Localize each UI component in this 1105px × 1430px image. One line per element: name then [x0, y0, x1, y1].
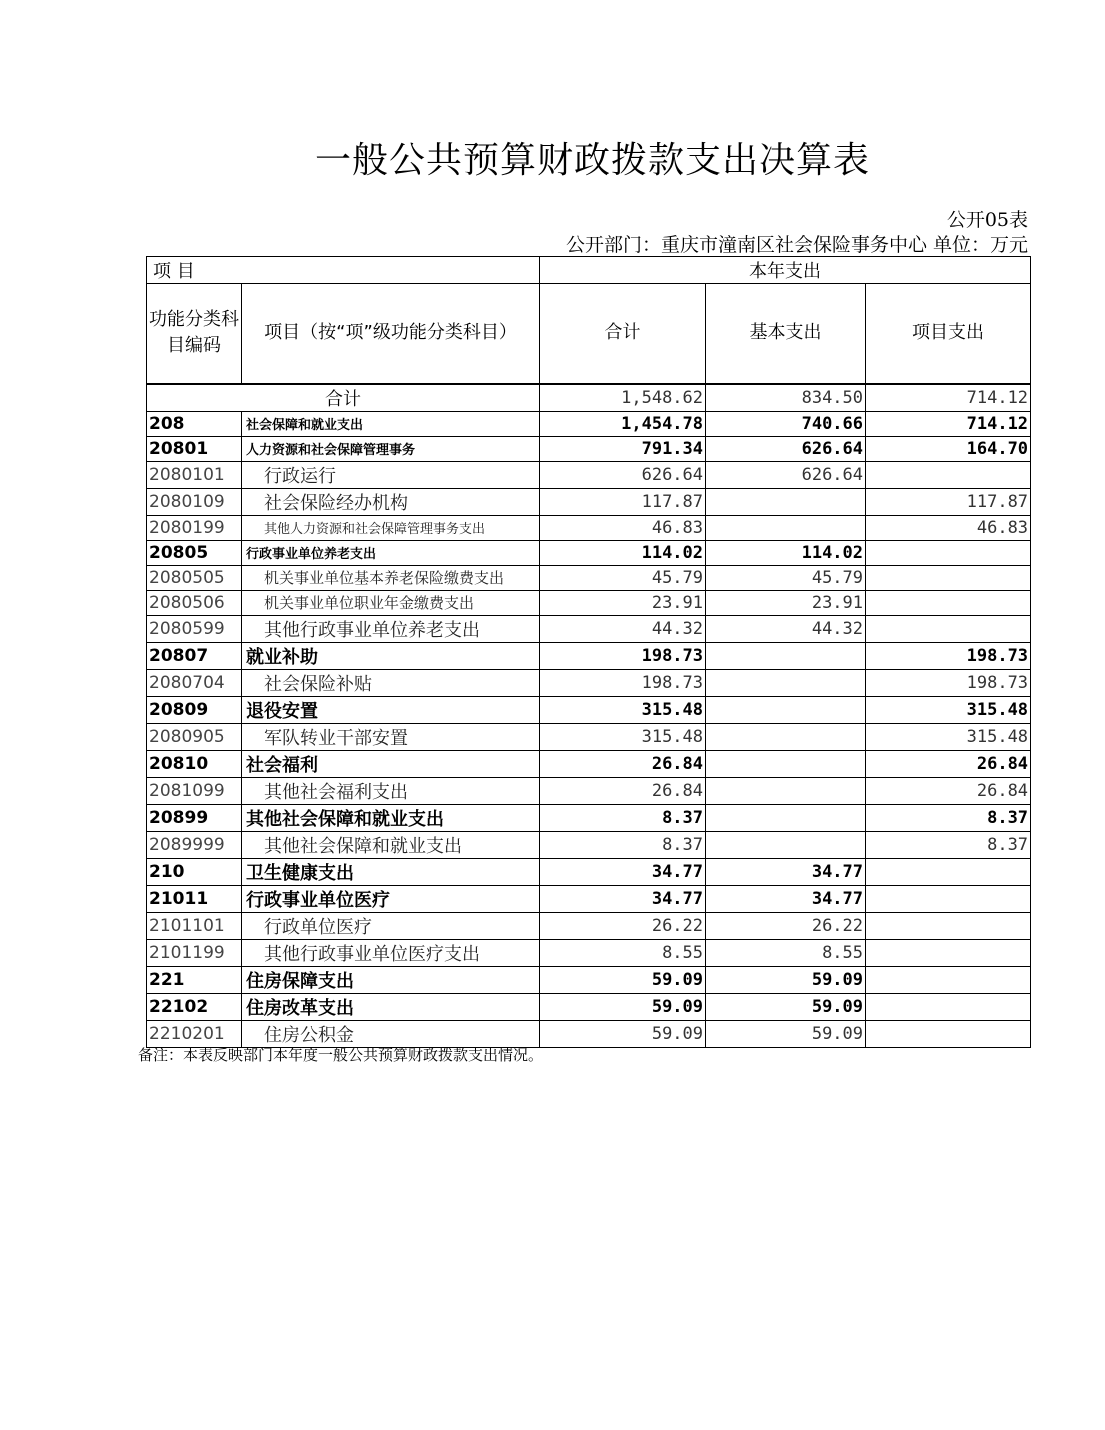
row-code: 20809 — [147, 696, 242, 723]
footnote: 备注：本表反映部门本年度一般公共预算财政拨款支出情况。 — [138, 1046, 544, 1064]
table-row — [147, 939, 1031, 966]
table-row — [147, 1020, 1031, 1047]
header-basic: 基本支出 — [706, 284, 866, 384]
table-row — [147, 590, 1031, 615]
row-code: 2081099 — [147, 777, 242, 804]
row-code: 2080506 — [147, 590, 242, 615]
row-project — [866, 912, 1031, 939]
table-row — [147, 669, 1031, 696]
row-basic — [706, 696, 866, 723]
row-total: 26.22 — [540, 912, 706, 939]
table-row — [147, 411, 1031, 436]
header-total: 合计 — [540, 284, 706, 384]
row-name: 其他人力资源和社会保障管理事务支出 — [242, 515, 540, 540]
row-project — [866, 939, 1031, 966]
row-basic: 114.02 — [706, 540, 866, 565]
row-total: 46.83 — [540, 515, 706, 540]
row-name: 就业补助 — [242, 642, 540, 669]
row-name: 行政事业单位养老支出 — [242, 540, 540, 565]
row-code: 2080199 — [147, 515, 242, 540]
row-name: 社会福利 — [242, 750, 540, 777]
table-row — [147, 831, 1031, 858]
row-total: 23.91 — [540, 590, 706, 615]
total-basic: 834.50 — [706, 384, 866, 412]
row-basic — [706, 831, 866, 858]
row-basic — [706, 777, 866, 804]
table-row — [147, 966, 1031, 993]
row-code: 2080599 — [147, 615, 242, 642]
row-total: 791.34 — [540, 436, 706, 461]
row-name: 卫生健康支出 — [242, 858, 540, 885]
row-total: 45.79 — [540, 565, 706, 590]
row-name: 其他社会福利支出 — [242, 777, 540, 804]
row-name: 行政事业单位医疗 — [242, 885, 540, 912]
table-row — [147, 912, 1031, 939]
row-total: 198.73 — [540, 669, 706, 696]
row-name: 行政运行 — [242, 461, 540, 488]
row-name: 社会保险补贴 — [242, 669, 540, 696]
row-project: 164.70 — [866, 436, 1031, 461]
row-basic: 626.64 — [706, 436, 866, 461]
row-code: 2080905 — [147, 723, 242, 750]
row-basic: 45.79 — [706, 565, 866, 590]
row-code: 210 — [147, 858, 242, 885]
row-basic: 740.66 — [706, 411, 866, 436]
row-total: 34.77 — [540, 885, 706, 912]
row-basic — [706, 515, 866, 540]
table-row — [147, 461, 1031, 488]
row-basic: 59.09 — [706, 993, 866, 1020]
page-title: 一般公共预算财政拨款支出决算表 — [314, 140, 870, 181]
row-basic: 26.22 — [706, 912, 866, 939]
row-total: 34.77 — [540, 858, 706, 885]
row-code: 2080704 — [147, 669, 242, 696]
row-code: 21011 — [147, 885, 242, 912]
row-name: 军队转业干部安置 — [242, 723, 540, 750]
table-row — [147, 750, 1031, 777]
row-total: 315.48 — [540, 696, 706, 723]
row-total: 8.37 — [540, 831, 706, 858]
row-total: 117.87 — [540, 488, 706, 515]
department-unit-line: 公开部门：重庆市潼南区社会保险事务中心 单位：万元 — [565, 234, 1028, 256]
row-basic: 44.32 — [706, 615, 866, 642]
row-project — [866, 966, 1031, 993]
row-total: 26.84 — [540, 750, 706, 777]
header-name: 项目（按“项”级功能分类科目） — [242, 284, 540, 384]
row-project — [866, 858, 1031, 885]
row-total: 26.84 — [540, 777, 706, 804]
row-code: 2089999 — [147, 831, 242, 858]
row-name: 社会保险经办机构 — [242, 488, 540, 515]
row-basic — [706, 750, 866, 777]
row-basic — [706, 723, 866, 750]
row-project: 8.37 — [866, 804, 1031, 831]
row-name: 行政单位医疗 — [242, 912, 540, 939]
form-number: 公开05表 — [946, 209, 1028, 231]
table-row — [147, 777, 1031, 804]
table-row — [147, 804, 1031, 831]
row-code: 2080101 — [147, 461, 242, 488]
total-total: 1,548.62 — [540, 384, 706, 412]
table-row — [147, 885, 1031, 912]
row-project — [866, 1020, 1031, 1047]
row-name: 其他行政事业单位养老支出 — [242, 615, 540, 642]
header-row-top — [147, 257, 1031, 284]
header-project: 项目支出 — [866, 284, 1031, 384]
table-row — [147, 488, 1031, 515]
row-code: 20899 — [147, 804, 242, 831]
row-code: 2080109 — [147, 488, 242, 515]
row-code: 2080505 — [147, 565, 242, 590]
row-name: 人力资源和社会保障管理事务 — [242, 436, 540, 461]
row-name: 其他社会保障和就业支出 — [242, 804, 540, 831]
row-project — [866, 590, 1031, 615]
table-row — [147, 436, 1031, 461]
row-total: 8.55 — [540, 939, 706, 966]
row-basic — [706, 804, 866, 831]
header-current-year: 本年支出 — [540, 257, 1031, 284]
table-row — [147, 515, 1031, 540]
row-total: 626.64 — [540, 461, 706, 488]
row-code: 20810 — [147, 750, 242, 777]
total-row — [147, 384, 1031, 412]
row-total: 315.48 — [540, 723, 706, 750]
table-row — [147, 642, 1031, 669]
row-project: 46.83 — [866, 515, 1031, 540]
row-total: 59.09 — [540, 993, 706, 1020]
row-project: 714.12 — [866, 411, 1031, 436]
row-project — [866, 540, 1031, 565]
header-code: 功能分类科目编码 — [147, 284, 242, 384]
row-basic: 8.55 — [706, 939, 866, 966]
table-row — [147, 615, 1031, 642]
row-project: 198.73 — [866, 669, 1031, 696]
row-code: 2101199 — [147, 939, 242, 966]
row-code: 22102 — [147, 993, 242, 1020]
row-total: 44.32 — [540, 615, 706, 642]
header-item: 项 目 — [147, 257, 540, 284]
row-basic: 59.09 — [706, 1020, 866, 1047]
row-total: 8.37 — [540, 804, 706, 831]
row-basic — [706, 669, 866, 696]
row-name: 住房公积金 — [242, 1020, 540, 1047]
row-project: 26.84 — [866, 777, 1031, 804]
row-basic — [706, 642, 866, 669]
row-basic: 34.77 — [706, 858, 866, 885]
row-project — [866, 461, 1031, 488]
row-name: 其他社会保障和就业支出 — [242, 831, 540, 858]
row-total: 59.09 — [540, 1020, 706, 1047]
row-basic: 59.09 — [706, 966, 866, 993]
row-name: 机关事业单位基本养老保险缴费支出 — [242, 565, 540, 590]
row-basic: 626.64 — [706, 461, 866, 488]
row-code: 208 — [147, 411, 242, 436]
total-label: 合计 — [147, 384, 540, 412]
row-name: 其他行政事业单位医疗支出 — [242, 939, 540, 966]
row-code: 2101101 — [147, 912, 242, 939]
row-project: 26.84 — [866, 750, 1031, 777]
table-row — [147, 696, 1031, 723]
row-name: 退役安置 — [242, 696, 540, 723]
row-project — [866, 993, 1031, 1020]
row-code: 20807 — [147, 642, 242, 669]
row-code: 221 — [147, 966, 242, 993]
table-row — [147, 993, 1031, 1020]
budget-table — [146, 256, 1031, 1048]
row-code: 20801 — [147, 436, 242, 461]
header-row-columns — [147, 284, 1031, 384]
total-project: 714.12 — [866, 384, 1031, 412]
row-project — [866, 885, 1031, 912]
row-basic — [706, 488, 866, 515]
table-row — [147, 565, 1031, 590]
row-project: 198.73 — [866, 642, 1031, 669]
row-project: 117.87 — [866, 488, 1031, 515]
row-total: 198.73 — [540, 642, 706, 669]
row-total: 1,454.78 — [540, 411, 706, 436]
row-name: 住房改革支出 — [242, 993, 540, 1020]
row-name: 机关事业单位职业年金缴费支出 — [242, 590, 540, 615]
table-row — [147, 540, 1031, 565]
table-row — [147, 723, 1031, 750]
row-name: 社会保障和就业支出 — [242, 411, 540, 436]
row-total: 114.02 — [540, 540, 706, 565]
row-project: 315.48 — [866, 696, 1031, 723]
table-row — [147, 858, 1031, 885]
row-project: 315.48 — [866, 723, 1031, 750]
row-project — [866, 565, 1031, 590]
row-code: 20805 — [147, 540, 242, 565]
row-basic: 34.77 — [706, 885, 866, 912]
row-project — [866, 615, 1031, 642]
row-total: 59.09 — [540, 966, 706, 993]
row-project: 8.37 — [866, 831, 1031, 858]
row-basic: 23.91 — [706, 590, 866, 615]
row-code: 2210201 — [147, 1020, 242, 1047]
row-name: 住房保障支出 — [242, 966, 540, 993]
